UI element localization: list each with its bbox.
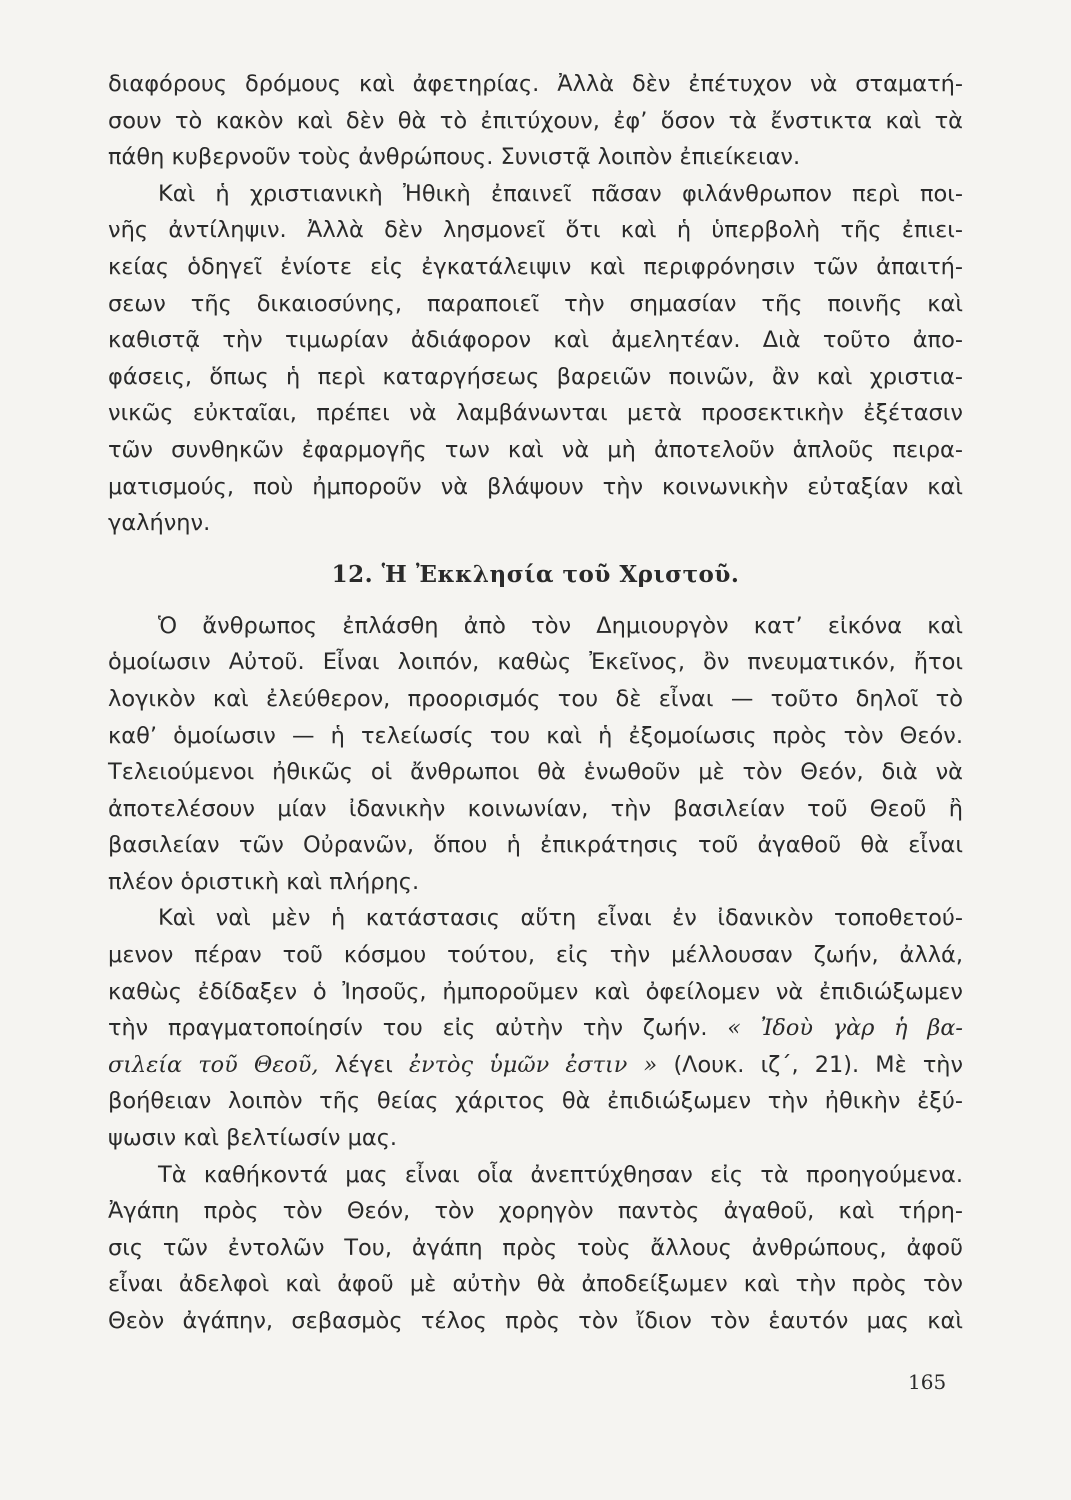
text-line: τῶν συνθηκῶν ἐφαρμογῆς των καὶ νὰ μὴ ἀποτελοῦν ἁπλοῦς πειρα- — [108, 436, 963, 463]
paragraph-2 — [108, 176, 963, 542]
scripture-reference: (Λουκ. ιζ΄, 21). Μὲ τὴν — [673, 1051, 963, 1078]
text-line: λογικὸν καὶ ἐλεύθερον, προορισμός του δὲ εἶναι — τοῦτο δηλοῖ τὸ — [108, 685, 963, 712]
text-line — [108, 1047, 963, 1084]
page-body — [108, 66, 963, 1340]
quotation-fragment: « Ἰδοὺ γὰρ ἡ βα- — [727, 1015, 963, 1042]
text-line: Ἀγάπη πρὸς τὸν Θεόν, τὸν χορηγὸν παντὸς ἀγαθοῦ, καὶ τήρη- — [108, 1198, 963, 1225]
paragraph-1 — [108, 66, 963, 176]
text-line: ἀποτελέσουν μίαν ἰδανικὴν κοινωνίαν, τὴν βασιλείαν τοῦ Θεοῦ ἢ — [108, 795, 963, 822]
text-line: φάσεις, ὅπως ἡ περὶ καταργήσεως βαρειῶν ποινῶν, ἂν καὶ χριστια- — [108, 363, 963, 390]
text-line: πλέον ὁριστικὴ καὶ πλήρης. — [108, 868, 420, 895]
text-line: μενον πέραν τοῦ κόσμου τούτου, εἰς τὴν μέλλουσαν ζωήν, ἀλλά, — [108, 942, 963, 969]
paragraph-4 — [108, 900, 963, 1156]
text-line: νικῶς εὐκταῖαι, πρέπει νὰ λαμβάνωνται μετὰ προσεκτικὴν ἐξέτασιν — [108, 400, 963, 427]
section-heading: 12. Ἡ Ἐκκλησία τοῦ Χριστοῦ. — [331, 560, 740, 588]
text-line: καθιστᾷ τὴν τιμωρίαν ἀδιάφορον καὶ ἀμελητέαν. Διὰ τοῦτο ἀπο- — [108, 327, 963, 354]
page-number: 165 — [908, 1370, 947, 1394]
text-line: καθὼς ἐδίδαξεν ὁ Ἰησοῦς, ἠμποροῦμεν καὶ ὀφείλομεν νὰ ἐπιδιώξωμεν — [108, 978, 963, 1005]
paragraph-3 — [108, 608, 963, 901]
text-line: βασιλείαν τῶν Οὐρανῶν, ὅπου ἡ ἐπικράτησις τοῦ ἀγαθοῦ θὰ εἶναι — [108, 832, 963, 859]
text-line: σεων τῆς δικαιοσύνης, παραποιεῖ τὴν σημασίαν τῆς ποινῆς καὶ — [108, 290, 963, 317]
text-line: εἶναι ἀδελφοὶ καὶ ἀφοῦ μὲ αὐτὴν θὰ ἀποδείξωμεν καὶ τὴν πρὸς τὸν — [108, 1271, 963, 1298]
text-line: βοήθειαν λοιπὸν τῆς θείας χάριτος θὰ ἐπιδιώξωμεν τὴν ἠθικὴν ἐξύ- — [108, 1088, 963, 1115]
text-line: Ὁ ἄνθρωπος ἐπλάσθη ἀπὸ τὸν Δημιουργὸν κατ’ εἰκόνα καὶ — [158, 612, 963, 639]
text-line: Θεὸν ἀγάπην, σεβασμὸς τέλος πρὸς τὸν ἴδιον τὸν ἑαυτόν μας καὶ — [108, 1308, 963, 1334]
text-line: Τὰ καθήκοντά μας εἶναι οἷα ἀνεπτύχθησαν εἰς τὰ προηγούμενα. — [158, 1161, 963, 1188]
text-line: Τελειούμενοι ἠθικῶς οἱ ἄνθρωποι θὰ ἑνωθοῦν μὲ τὸν Θεόν, διὰ νὰ — [108, 759, 963, 786]
text-line: νῆς ἀντίληψιν. Ἀλλὰ δὲν λησμονεῖ ὅτι καὶ ἡ ὑπερβολὴ τῆς ἐπιει- — [108, 217, 963, 244]
text-line: σις τῶν ἐντολῶν Του, ἀγάπη πρὸς τοὺς ἄλλους ἀνθρώπους, ἀφοῦ — [108, 1234, 963, 1261]
text-line: διαφόρους δρόμους καὶ ἀφετηρίας. Ἀλλὰ δὲν ἐπέτυχον νὰ σταματή- — [108, 71, 963, 97]
text-line — [108, 1010, 963, 1047]
text-line: Καὶ ναὶ μὲν ἡ κατάστασις αὕτη εἶναι ἐν ἰδανικὸν τοποθετού- — [158, 905, 963, 932]
text-line: γαλήνην. — [108, 510, 211, 537]
text-line: καθ’ ὁμοίωσιν — ἡ τελείωσίς του καὶ ἡ ἐξομοίωσις πρὸς τὸν Θεόν. — [108, 722, 963, 749]
text-fragment: λέγει — [334, 1051, 393, 1078]
text-line: πάθη κυβερνοῦν τοὺς ἀνθρώπους. Συνιστᾷ λοιπὸν ἐπιείκειαν. — [108, 144, 801, 171]
text-line: κείας ὁδηγεῖ ἐνίοτε εἰς ἐγκατάλειψιν καὶ περιφρόνησιν τῶν ἀπαιτή- — [108, 253, 963, 280]
text-line: σουν τὸ κακὸν καὶ δὲν θὰ τὸ ἐπιτύχουν, ἐφ’ ὅσον τὰ ἔνστικτα καὶ τὰ — [108, 107, 963, 134]
text-line: Καὶ ἡ χριστιανικὴ Ἠθικὴ ἐπαινεῖ πᾶσαν φιλάνθρωπον περὶ ποι- — [158, 180, 963, 207]
text-line: ματισμούς, ποὺ ἠμποροῦν νὰ βλάψουν τὴν κοινωνικὴν εὐταξίαν καὶ — [108, 473, 963, 500]
text-fragment: τὴν πραγματοποίησίν του εἰς αὐτὴν τὴν ζωήν. — [108, 1015, 708, 1042]
text-line: ψωσιν καὶ βελτίωσίν μας. — [108, 1125, 398, 1152]
quotation-fragment: ἐντὸς ὑμῶν ἐστιν » — [409, 1051, 658, 1078]
quotation-fragment: σιλεία τοῦ Θεοῦ, — [108, 1051, 319, 1078]
text-line: ὁμοίωσιν Αὐτοῦ. Εἶναι λοιπόν, καθὼς Ἐκεῖνος, ὂν πνευματικόν, ἤτοι — [108, 649, 963, 676]
paragraph-5 — [108, 1157, 963, 1340]
